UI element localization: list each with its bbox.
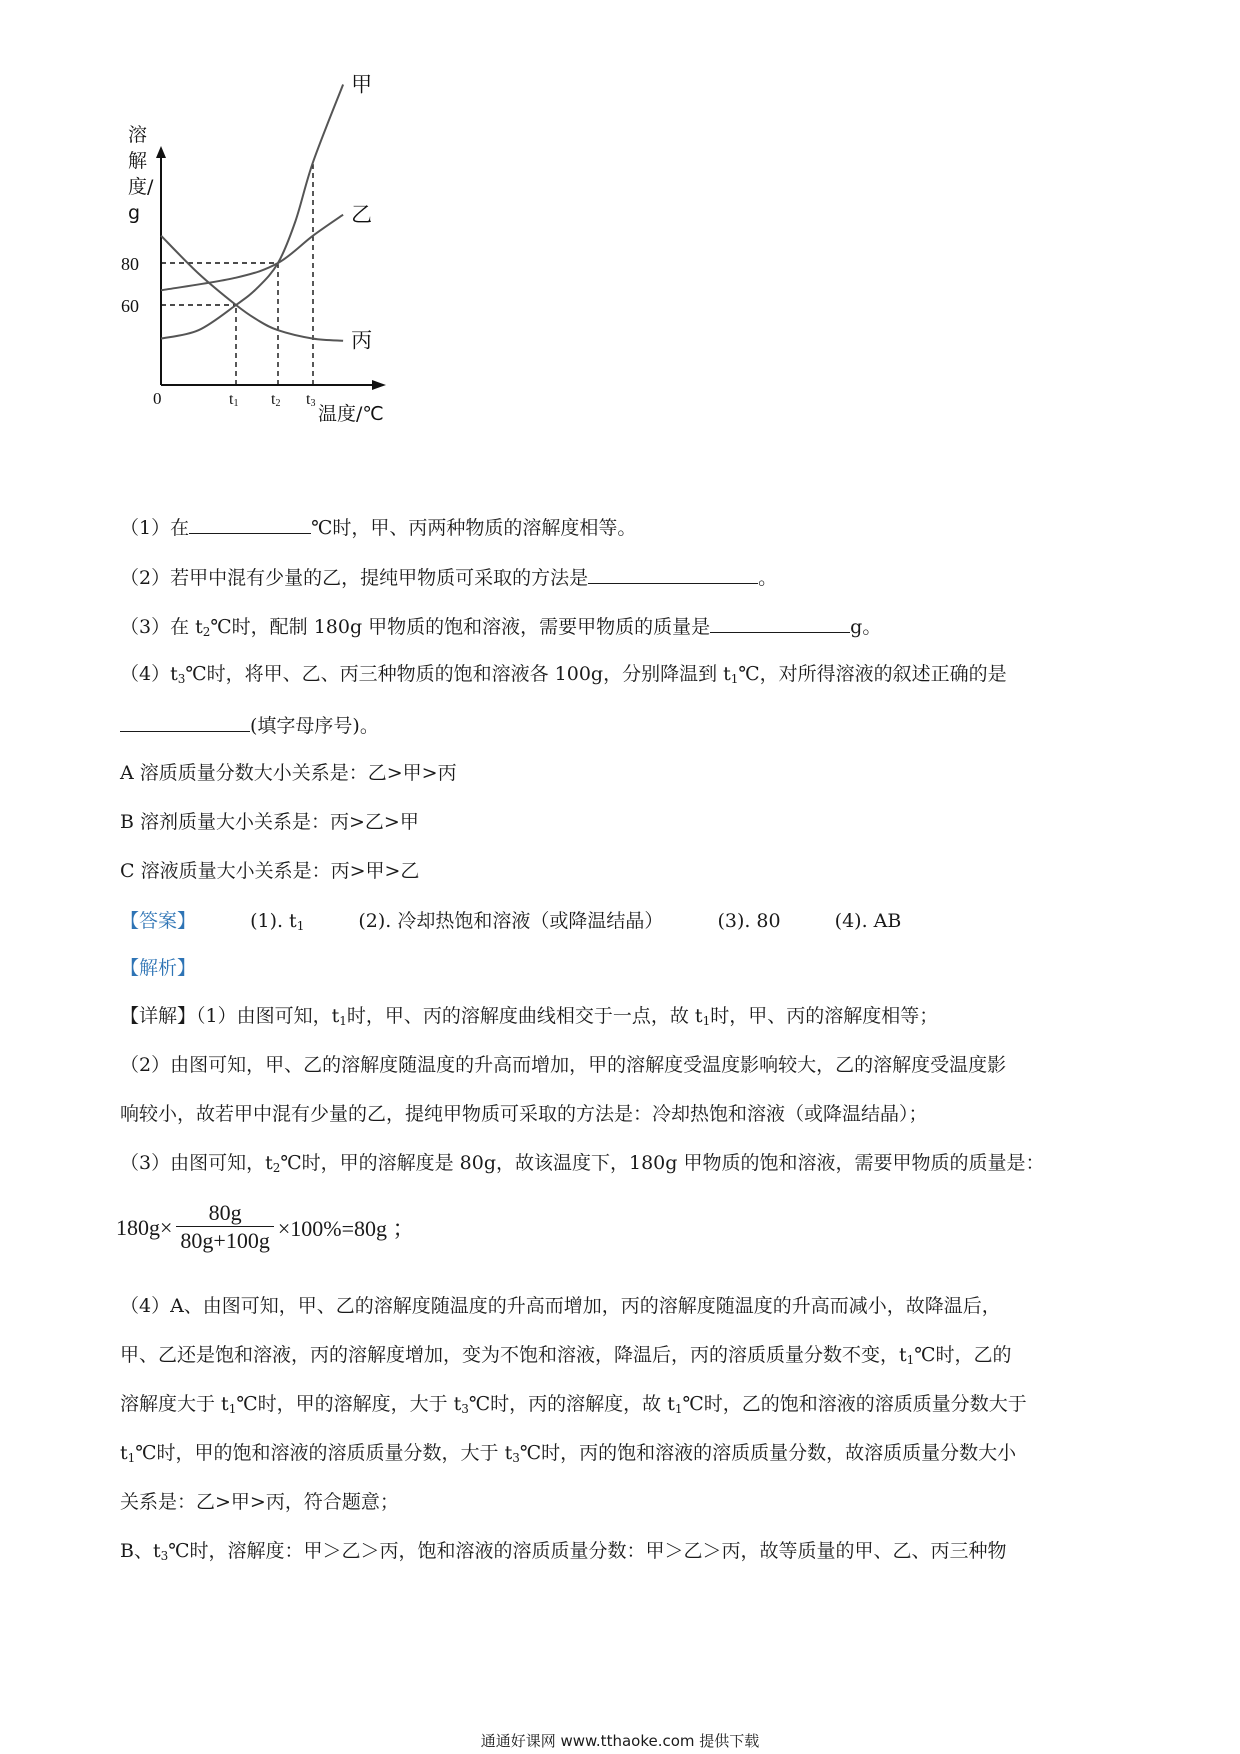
q3-suffix: g。	[850, 616, 882, 638]
analysis-p4-l3-s2: 3	[461, 1402, 469, 1416]
formula-numerator: 80g	[208, 1200, 242, 1225]
q4-line2-suffix: (填字母序号)。	[250, 715, 379, 737]
analysis-label: 【解析】	[120, 957, 197, 979]
formula-left: 180g×	[116, 1214, 173, 1240]
analysis-p1-s2: 1	[702, 1014, 711, 1028]
page-footer: 通通好课网 www.tthaoke.com 提供下载	[480, 1732, 760, 1750]
curve-1	[161, 85, 343, 339]
question-3	[120, 612, 881, 645]
q4-answer-blank[interactable]	[120, 711, 250, 732]
analysis-p4-l3-s3: 1	[674, 1402, 683, 1416]
q3-sub: 2	[202, 625, 211, 639]
analysis-p4-l2-a: 甲、乙还是饱和溶液，丙的溶解度增加，变为不饱和溶液，降温后，丙的溶质质量分数不变，t	[120, 1344, 907, 1366]
q1-answer-blank[interactable]	[189, 513, 311, 534]
analysis-p4-line-4	[120, 1440, 1016, 1471]
answer-item-3: (3). 80	[717, 910, 781, 932]
x-tick-subscript: 2	[275, 398, 281, 409]
answer-item-2: (2). 冷却热饱和溶液（或降温结晶）	[358, 910, 664, 932]
x-tick-label: t3	[306, 391, 316, 409]
x-tick-subscript: 1	[233, 398, 239, 409]
y-axis-label: 溶解度/g	[128, 124, 154, 224]
analysis-p4-l4-a: t	[120, 1442, 128, 1464]
answer-line	[120, 908, 901, 939]
analysis-p1-b: 时，甲、丙的溶解度曲线相交于一点，故 t	[346, 1005, 703, 1027]
formula	[116, 1200, 415, 1255]
x-axis-arrow	[372, 380, 386, 390]
analysis-p2-line-2: 响较小，故若甲中混有少量的乙，提纯甲物质可采取的方法是：冷却热饱和溶液（或降温结晶）；	[120, 1103, 928, 1125]
analysis-p4-l3-a: 溶解度大于 t	[120, 1393, 229, 1415]
chart-axes	[156, 146, 386, 390]
analysis-p3-s: 2	[272, 1161, 281, 1175]
analysis-p4-l3-s1: 1	[228, 1402, 237, 1416]
analysis-p4-l3-d: ℃时，乙的饱和溶液的溶质质量分数大于	[682, 1393, 1027, 1415]
detail-label: 【详解】	[120, 1005, 197, 1027]
question-4	[120, 661, 1007, 692]
q4-p1: （4）t	[120, 663, 178, 685]
q2-suffix: 。	[758, 567, 778, 589]
curve-2	[161, 215, 343, 291]
x-tick-label: t1	[229, 391, 239, 409]
option-a: A 溶质质量分数大小关系是：乙>甲>丙	[120, 762, 457, 784]
analysis-p5-b: ℃时，溶解度：甲＞乙＞丙，饱和溶液的溶质质量分数：甲＞乙＞丙，故等质量的甲、乙、丙三种物	[168, 1540, 1007, 1562]
answer-label: 【答案】	[120, 910, 197, 932]
q1-prefix: （1）在	[120, 517, 190, 539]
analysis-p4-line-1: （4）A、由图可知，甲、乙的溶解度随温度的升高而增加，丙的溶解度随温度的升高而减小，故降温后，	[120, 1295, 1001, 1317]
analysis-p3-a: （3）由图可知，t	[120, 1152, 273, 1174]
q3-answer-blank[interactable]	[710, 612, 850, 633]
option-c: C 溶液质量大小关系是：丙>甲>乙	[120, 860, 420, 882]
y-axis-arrow	[156, 146, 166, 158]
q4-s2: 1	[730, 672, 739, 686]
q4-p2: ℃时，将甲、乙、丙三种物质的饱和溶液各 100g，分别降温到 t	[185, 663, 731, 685]
analysis-p4-l2-b: ℃时，乙的	[914, 1344, 1012, 1366]
analysis-p4-l4-s1: 1	[127, 1451, 136, 1465]
solubility-chart	[0, 0, 420, 440]
question-2	[120, 563, 777, 591]
analysis-p5-a: B、t	[120, 1540, 161, 1562]
chart-curves	[161, 85, 343, 341]
question-4-line-2	[120, 711, 379, 739]
answer-item-1-sub: 1	[296, 919, 305, 933]
analysis-p4-l3-c: ℃时，丙的溶解度，故 t	[468, 1393, 675, 1415]
y-tick-label: 60	[121, 296, 139, 316]
analysis-p4-line-3	[120, 1391, 1027, 1422]
analysis-p3-b: ℃时，甲的溶解度是 80g，故该温度下，180g 甲物质的饱和溶液，需要甲物质的质量是：	[280, 1152, 1045, 1174]
curve-label-3: 丙	[351, 328, 373, 353]
q3-mid: ℃时，配制 180g 甲物质的饱和溶液，需要甲物质的质量是	[210, 616, 711, 638]
q3-prefix: （3）在 t	[120, 616, 203, 638]
analysis-p4-l4-s2: 3	[512, 1451, 520, 1465]
formula-denominator: 80g+100g	[176, 1226, 273, 1255]
x-tick-label: t2	[271, 391, 281, 409]
curve-3	[161, 236, 343, 341]
formula-right: ×100%=80g ；	[277, 1216, 415, 1241]
analysis-p5	[120, 1538, 1007, 1569]
x-axis-label: 温度/℃	[318, 403, 384, 425]
analysis-p2-line-1: （2）由图可知，甲、乙的溶解度随温度的升高而增加，甲的溶解度受温度影响较大，乙的溶解度受温度影	[120, 1054, 1007, 1076]
q4-p3: ℃，对所得溶液的叙述正确的是	[738, 663, 1007, 685]
analysis-p4-l3-b: ℃时，甲的溶解度，大于 t	[236, 1393, 462, 1415]
y-tick-label: 80	[121, 254, 139, 274]
answer-item-1	[250, 908, 304, 939]
analysis-p4-line-2	[120, 1342, 1012, 1373]
chart-reference-lines	[161, 162, 313, 385]
analysis-p4-line-5: 关系是：乙>甲>丙，符合题意；	[120, 1491, 399, 1513]
q2-prefix: （2）若甲中混有少量的乙，提纯甲物质可采取的方法是	[120, 567, 589, 589]
analysis-p4-l2-s: 1	[906, 1353, 915, 1367]
option-b: B 溶剂质量大小关系是：丙>乙>甲	[120, 811, 419, 833]
origin-label: 0	[153, 389, 162, 408]
q1-suffix: ℃时，甲、丙两种物质的溶解度相等。	[311, 517, 637, 539]
x-tick-subscript: 3	[310, 398, 316, 409]
formula-fraction	[176, 1200, 273, 1255]
answer-item-1-text: (1). t	[250, 910, 297, 932]
analysis-p1-a: （1）由图可知，t	[196, 1005, 340, 1027]
q4-s1: 3	[177, 672, 186, 686]
question-1	[120, 513, 636, 541]
analysis-p4-l4-b: ℃时，甲的饱和溶液的溶质质量分数，大于 t	[135, 1442, 513, 1464]
analysis-p1	[120, 1003, 938, 1034]
curve-label-2: 乙	[351, 202, 373, 227]
analysis-p1-s1: 1	[339, 1014, 347, 1028]
analysis-p3	[120, 1150, 1044, 1181]
curve-label-1: 甲	[351, 72, 373, 97]
q2-answer-blank[interactable]	[588, 563, 758, 584]
answer-item-4: (4). AB	[834, 910, 902, 932]
analysis-p1-c: 时，甲、丙的溶解度相等；	[710, 1005, 939, 1027]
analysis-p5-s: 3	[160, 1549, 169, 1563]
analysis-p4-l4-c: ℃时，丙的饱和溶液的溶质质量分数，故溶质质量分数大小	[519, 1442, 1017, 1464]
